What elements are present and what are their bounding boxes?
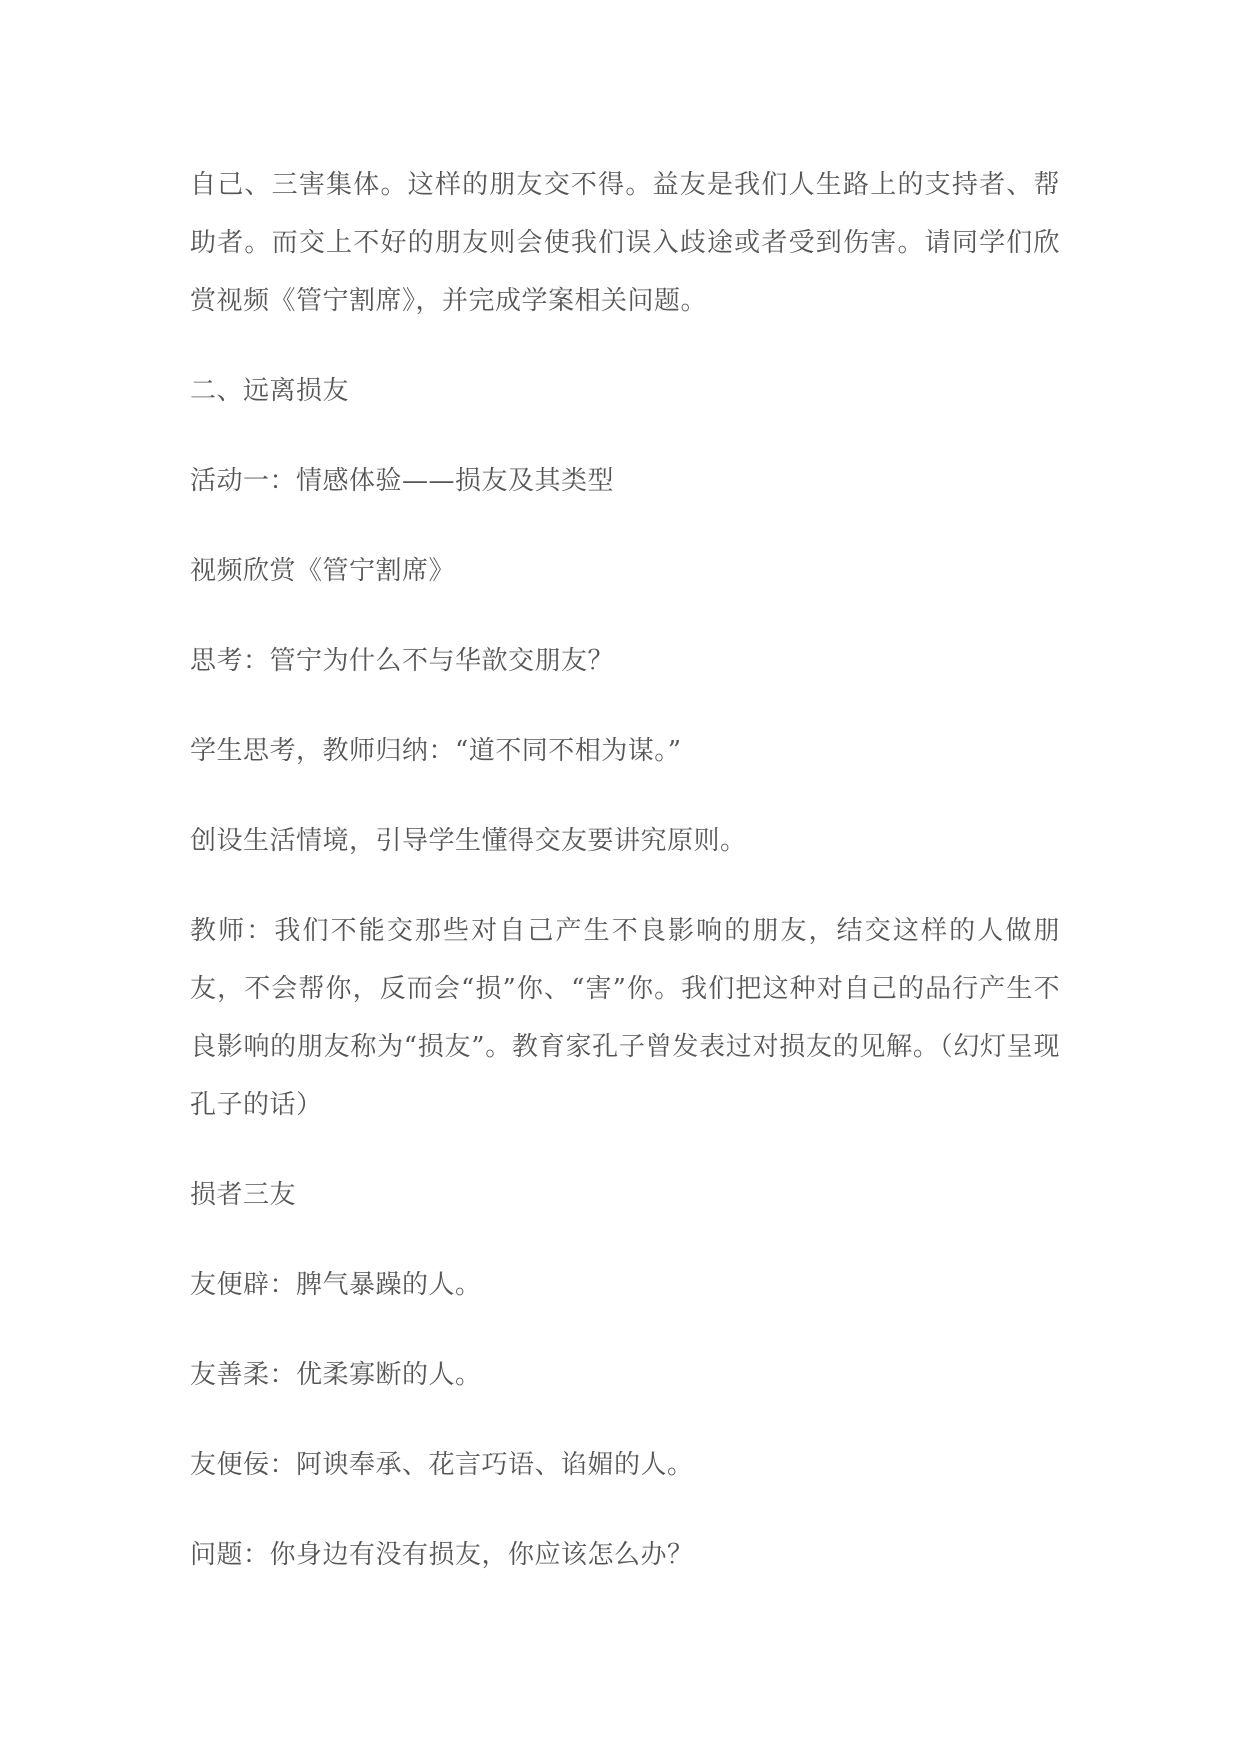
video-line: 视频欣赏《管宁割席》: [190, 556, 456, 586]
teacher-paragraph: 教师：我们不能交那些对自己产生不良影响的朋友，结交这样的人做朋友，不会帮你，反而会“损”你、“害”你。我们把这种对自己的品行产生不良影响的朋友称为“损友”。教育家孔子曾发表过对损友的见解。（幻灯呈现孔子的话）: [190, 916, 1060, 1120]
paragraph-intro: 自己、三害集体。这样的朋友交不得。益友是我们人生路上的支持者、帮助者。而交上不好的朋友则会使我们误入歧途或者受到伤害。请同学们欣赏视频《管宁割席》，并完成学案相关问题。: [190, 170, 1060, 316]
list-item: 友便辟：脾气暴躁的人。: [190, 1270, 482, 1300]
question-line: 思考：管宁为什么不与华歆交朋友？: [190, 646, 615, 676]
situation-line: 创设生活情境，引导学生懂得交友要讲究原则。: [190, 826, 747, 856]
summary-line: 学生思考，教师归纳：“道不同不相为谋。”: [190, 736, 682, 766]
list-item: 友善柔：优柔寡断的人。: [190, 1360, 482, 1390]
three-friends-heading: 损者三友: [190, 1180, 297, 1210]
document-body: [190, 156, 1060, 1584]
section-heading: 二、远离损友: [190, 376, 350, 406]
activity-title: 活动一：情感体验——损友及其类型: [190, 466, 615, 496]
final-question: 问题：你身边有没有损友，你应该怎么办？: [190, 1540, 694, 1570]
list-item: 友便佞：阿谀奉承、花言巧语、谄媚的人。: [190, 1450, 694, 1480]
